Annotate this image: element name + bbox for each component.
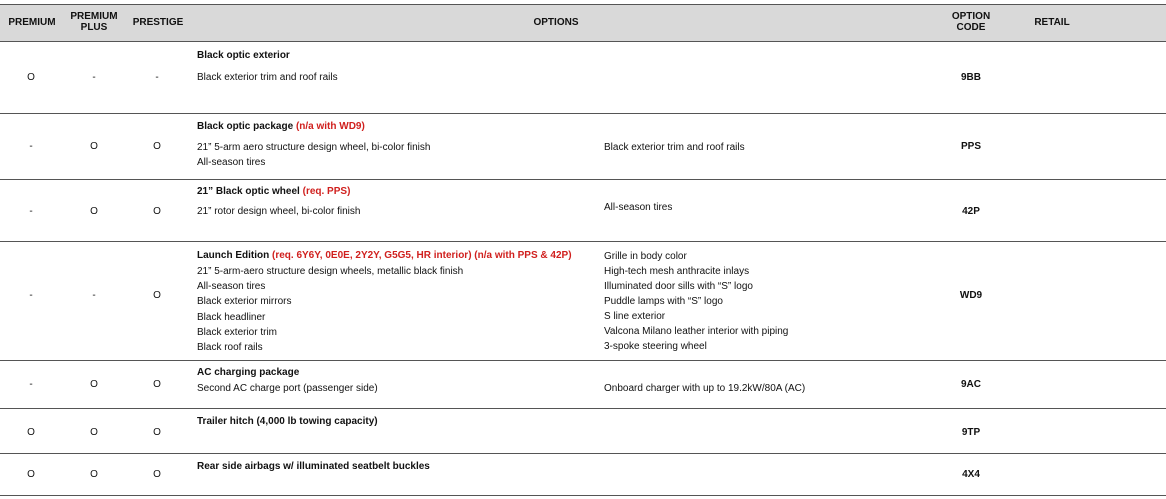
option-detail-right: Illuminated door sills with “S” logo (604, 281, 753, 292)
option-title (197, 250, 572, 262)
premium-availability: O (27, 72, 35, 83)
option-title-text: Black optic exterior (197, 50, 290, 61)
option-code: 4X4 (962, 469, 980, 480)
premium-plus-availability: O (90, 141, 98, 152)
prestige-availability: O (153, 469, 161, 480)
header-prestige: PRESTIGE (132, 17, 184, 28)
prestige-availability: - (155, 72, 159, 83)
premium-plus-availability: O (90, 379, 98, 390)
header-option-code (940, 11, 1002, 33)
prestige-availability: O (153, 206, 161, 217)
option-detail-right: High-tech mesh anthracite inlays (604, 266, 750, 277)
option-detail-left: All-season tires (197, 157, 266, 168)
option-detail-right: All-season tires (604, 202, 673, 213)
table-header (0, 4, 1166, 42)
option-detail-right: Onboard charger with up to 19.2kW/80A (AC) (604, 383, 806, 394)
table-row (0, 43, 1166, 114)
option-detail-left: Black roof rails (197, 342, 263, 353)
premium-availability: O (27, 469, 35, 480)
premium-availability: - (29, 379, 33, 390)
option-detail-right: Puddle lamps with “S” logo (604, 296, 723, 307)
option-title-text: 21” Black optic wheel (197, 186, 300, 197)
option-title-text: Launch Edition (197, 250, 270, 261)
option-detail-left: Black exterior mirrors (197, 296, 292, 308)
option-detail-right: Black exterior trim and roof rails (604, 142, 745, 153)
option-requirement-note: (req. 6Y6Y, 0E0E, 2Y2Y, G5G5, HR interior) (n/a with PPS & 42P) (272, 250, 572, 261)
option-title-text: Black optic package (197, 121, 294, 132)
option-detail-left: All-season tires (197, 281, 266, 293)
header-premium: PREMIUM (8, 17, 56, 28)
premium-availability: - (29, 206, 33, 217)
option-code: WD9 (959, 290, 983, 301)
option-detail-left: 21” rotor design wheel, bi-color finish (197, 206, 361, 217)
header-retail: RETAIL (1034, 17, 1070, 28)
option-code: 9BB (960, 72, 981, 83)
prestige-availability: O (153, 141, 161, 152)
option-code: 9TP (961, 427, 981, 438)
header-option-code-line1: OPTION (951, 11, 991, 22)
table-row (0, 180, 1166, 242)
premium-plus-availability: O (90, 427, 98, 438)
option-detail-left: Second AC charge port (passenger side) (197, 383, 378, 394)
prestige-availability: O (153, 379, 161, 390)
prestige-availability: O (153, 427, 161, 438)
option-requirement-note: (n/a with WD9) (295, 121, 365, 132)
premium-plus-availability: - (92, 72, 96, 83)
option-code: 9AC (960, 379, 981, 390)
option-title (197, 50, 290, 62)
option-title (197, 367, 299, 379)
table-row (0, 114, 1166, 180)
option-detail-left: 21” 5-arm-aero structure design wheels, metallic black finish (197, 266, 464, 277)
premium-plus-availability: - (92, 290, 96, 301)
option-title (197, 461, 430, 473)
premium-plus-availability: O (90, 469, 98, 480)
option-detail-right: S line exterior (604, 311, 666, 322)
option-title (197, 186, 350, 198)
option-title-text: AC charging package (197, 367, 300, 378)
header-options: OPTIONS (533, 17, 579, 28)
option-detail-left: Black headliner (197, 311, 266, 323)
header-premium-plus (64, 11, 124, 33)
table-row (0, 361, 1166, 409)
option-title (197, 121, 365, 133)
table-row (0, 409, 1166, 454)
option-detail-right: Grille in body color (604, 251, 687, 262)
option-detail-right: 3-spoke steering wheel (604, 341, 707, 352)
option-code: PPS (960, 141, 981, 152)
table-row (0, 454, 1166, 496)
prestige-availability: O (153, 290, 161, 301)
premium-plus-availability: O (90, 206, 98, 217)
premium-availability: O (27, 427, 35, 438)
option-code: 42P (962, 206, 980, 217)
option-title (197, 416, 378, 428)
premium-availability: - (29, 141, 33, 152)
option-title-text: Rear side airbags w/ illuminated seatbelt buckles (197, 461, 430, 472)
option-detail-right: Valcona Milano leather interior with piping (604, 326, 789, 337)
header-premium-plus-line1: PREMIUM (70, 11, 118, 22)
option-requirement-note: (req. PPS) (302, 186, 351, 197)
table-row (0, 242, 1166, 361)
premium-availability: - (29, 290, 33, 301)
option-detail-left: Black exterior trim (197, 326, 278, 338)
header-premium-plus-line2: PLUS (80, 22, 108, 33)
option-title-text: Trailer hitch (4,000 lb towing capacity) (197, 416, 378, 427)
header-option-code-line2: CODE (956, 22, 986, 33)
option-detail-left: 21” 5-arm aero structure design wheel, bi-color finish (197, 142, 431, 153)
option-detail-left: Black exterior trim and roof rails (197, 72, 338, 83)
